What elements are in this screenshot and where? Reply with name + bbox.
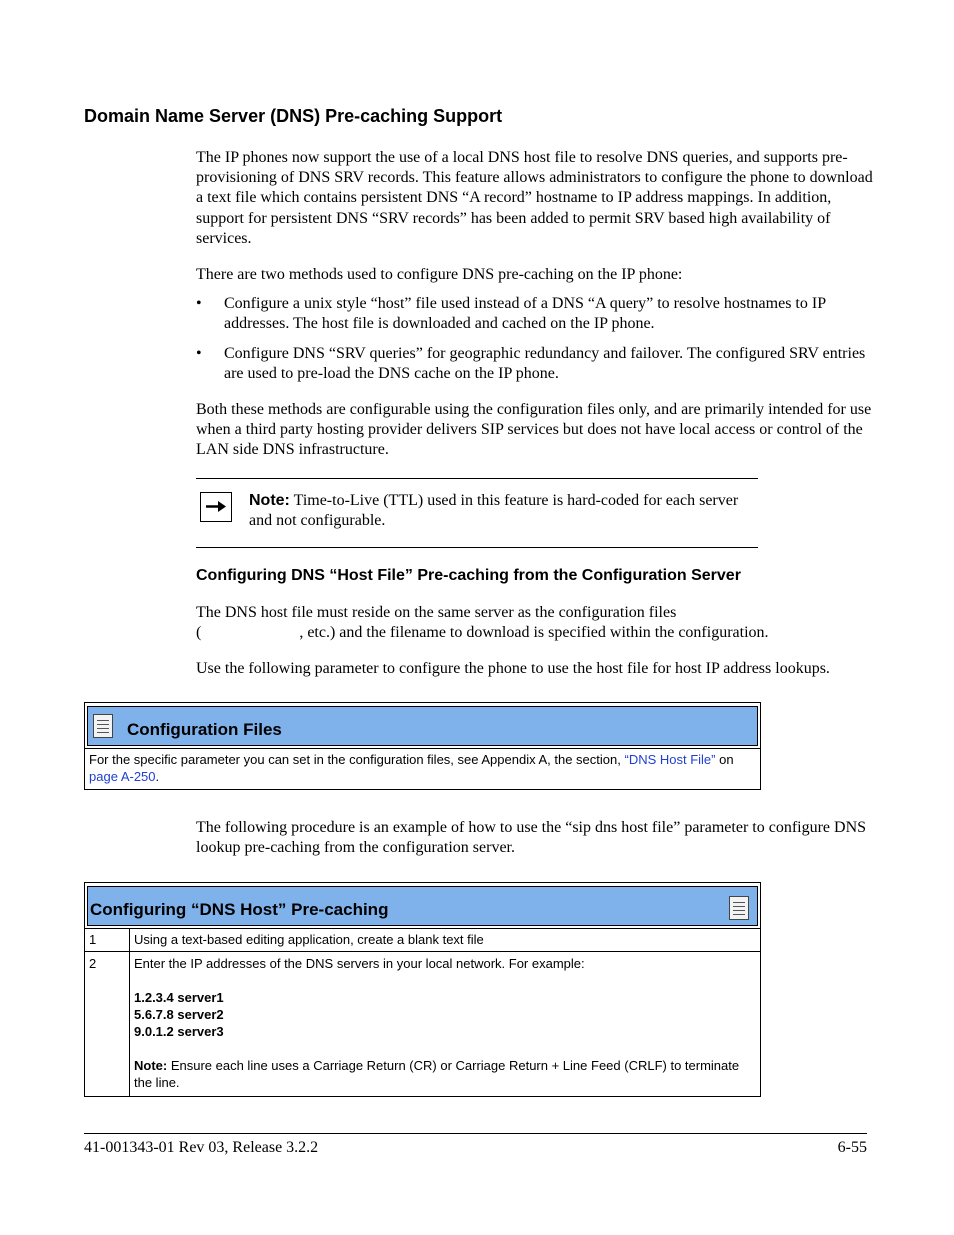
table-row-divider <box>84 951 761 952</box>
step-note-text: Ensure each line uses a Carriage Return (CR) or Carriage Return + Line Feed (CRLF) to terminate the line. <box>134 1058 740 1090</box>
step-note <box>134 1057 754 1091</box>
example-line: 1.2.3.4 server1 <box>134 990 224 1005</box>
configuration-files-divider <box>84 748 761 749</box>
configuration-files-header <box>87 706 758 746</box>
list-item-text: Configure a unix style “host” file used instead of a DNS “A query” to resolve hostnames to IP addresses. The host file is downloaded and cached on the IP phone. <box>224 295 826 333</box>
step-text: Using a text-based editing application, create a blank text file <box>134 932 484 947</box>
page-reference-link[interactable]: page A-250 <box>89 769 156 784</box>
step-number: 1 <box>89 932 97 947</box>
dns-host-file-link[interactable]: “DNS Host File” <box>624 752 716 767</box>
usage-paragraph: Both these methods are configurable using the configuration files only, and are primarily intended for use when a third party hosting provider delivers SIP services but does not have local access or control of the LAN side DNS infrastructure. <box>196 401 872 459</box>
host-file-paragraph <box>196 603 876 643</box>
list-item-text: Configure DNS “SRV queries” for geographic redundancy and failover. The configured SRV entries are used to pre-load the DNS cache on the IP phone. <box>224 345 866 383</box>
table-column-divider <box>129 928 130 1097</box>
host-file-line-1: The DNS host file must reside on the same server as the configuration files <box>196 604 677 621</box>
document-icon <box>93 714 113 738</box>
example-line: 5.6.7.8 server2 <box>134 1007 224 1022</box>
table-row-divider <box>84 928 761 929</box>
bullet-marker: • <box>196 295 202 312</box>
list-item <box>196 294 876 336</box>
procedure-header <box>87 886 758 926</box>
step-text: Enter the IP addresses of the DNS servers in your local network. For example: <box>134 956 585 971</box>
procedure-title: Configuring “DNS Host” Pre-caching <box>90 900 389 919</box>
configuration-files-title: Configuration Files <box>127 720 282 739</box>
parameter-paragraph: Use the following parameter to configure the phone to use the host file for host IP address lookups. <box>196 660 830 677</box>
arrow-right-icon <box>200 492 232 522</box>
list-item <box>196 344 876 386</box>
methods-intro-paragraph: There are two methods used to configure DNS pre-caching on the IP phone: <box>196 266 683 283</box>
example-line: 9.0.1.2 server3 <box>134 1024 224 1039</box>
intro-paragraph: The IP phones now support the use of a local DNS host file to resolve DNS queries, and supports pre-provisioning of DNS SRV records. This feature allows administrators to configure the phone to download a text file which contains persistent DNS “A record” hostname to IP address mappings. In addition, support for persistent DNS “SRV records” has been added to permit SRV based high availability of services. <box>196 149 873 247</box>
footer-divider <box>84 1133 867 1134</box>
footer-document-id: 41-001343-01 Rev 03, Release 3.2.2 <box>84 1139 319 1156</box>
note-text <box>249 491 749 531</box>
note-bottom-divider <box>196 547 758 548</box>
note-top-divider <box>196 478 758 479</box>
step-content <box>134 955 754 1091</box>
document-icon <box>729 896 749 920</box>
note-body: Time-to-Live (TTL) used in this feature is hard-coded for each server and not configurable. <box>249 492 739 530</box>
page-number: 6-55 <box>837 1139 867 1156</box>
configuration-files-description: For the specific parameter you can set in the configuration files, see Appendix A, the section, “DNS Host File” on page A-250. <box>89 752 734 784</box>
procedure-intro-paragraph: The following procedure is an example of how to use the “sip dns host file” parameter to configure DNS lookup pre-caching from the configuration server. <box>196 819 867 857</box>
subsection-heading: Configuring DNS “Host File” Pre-caching from the Configuration Server <box>196 567 741 584</box>
section-heading: Domain Name Server (DNS) Pre-caching Support <box>84 106 503 126</box>
host-file-line-2: ( , etc.) and the filename to download is specified within the configuration. <box>196 624 769 642</box>
bullet-marker: • <box>196 345 202 362</box>
note-label: Note: <box>249 492 290 509</box>
step-number: 2 <box>89 956 97 971</box>
step-note-label: Note: <box>134 1058 168 1073</box>
